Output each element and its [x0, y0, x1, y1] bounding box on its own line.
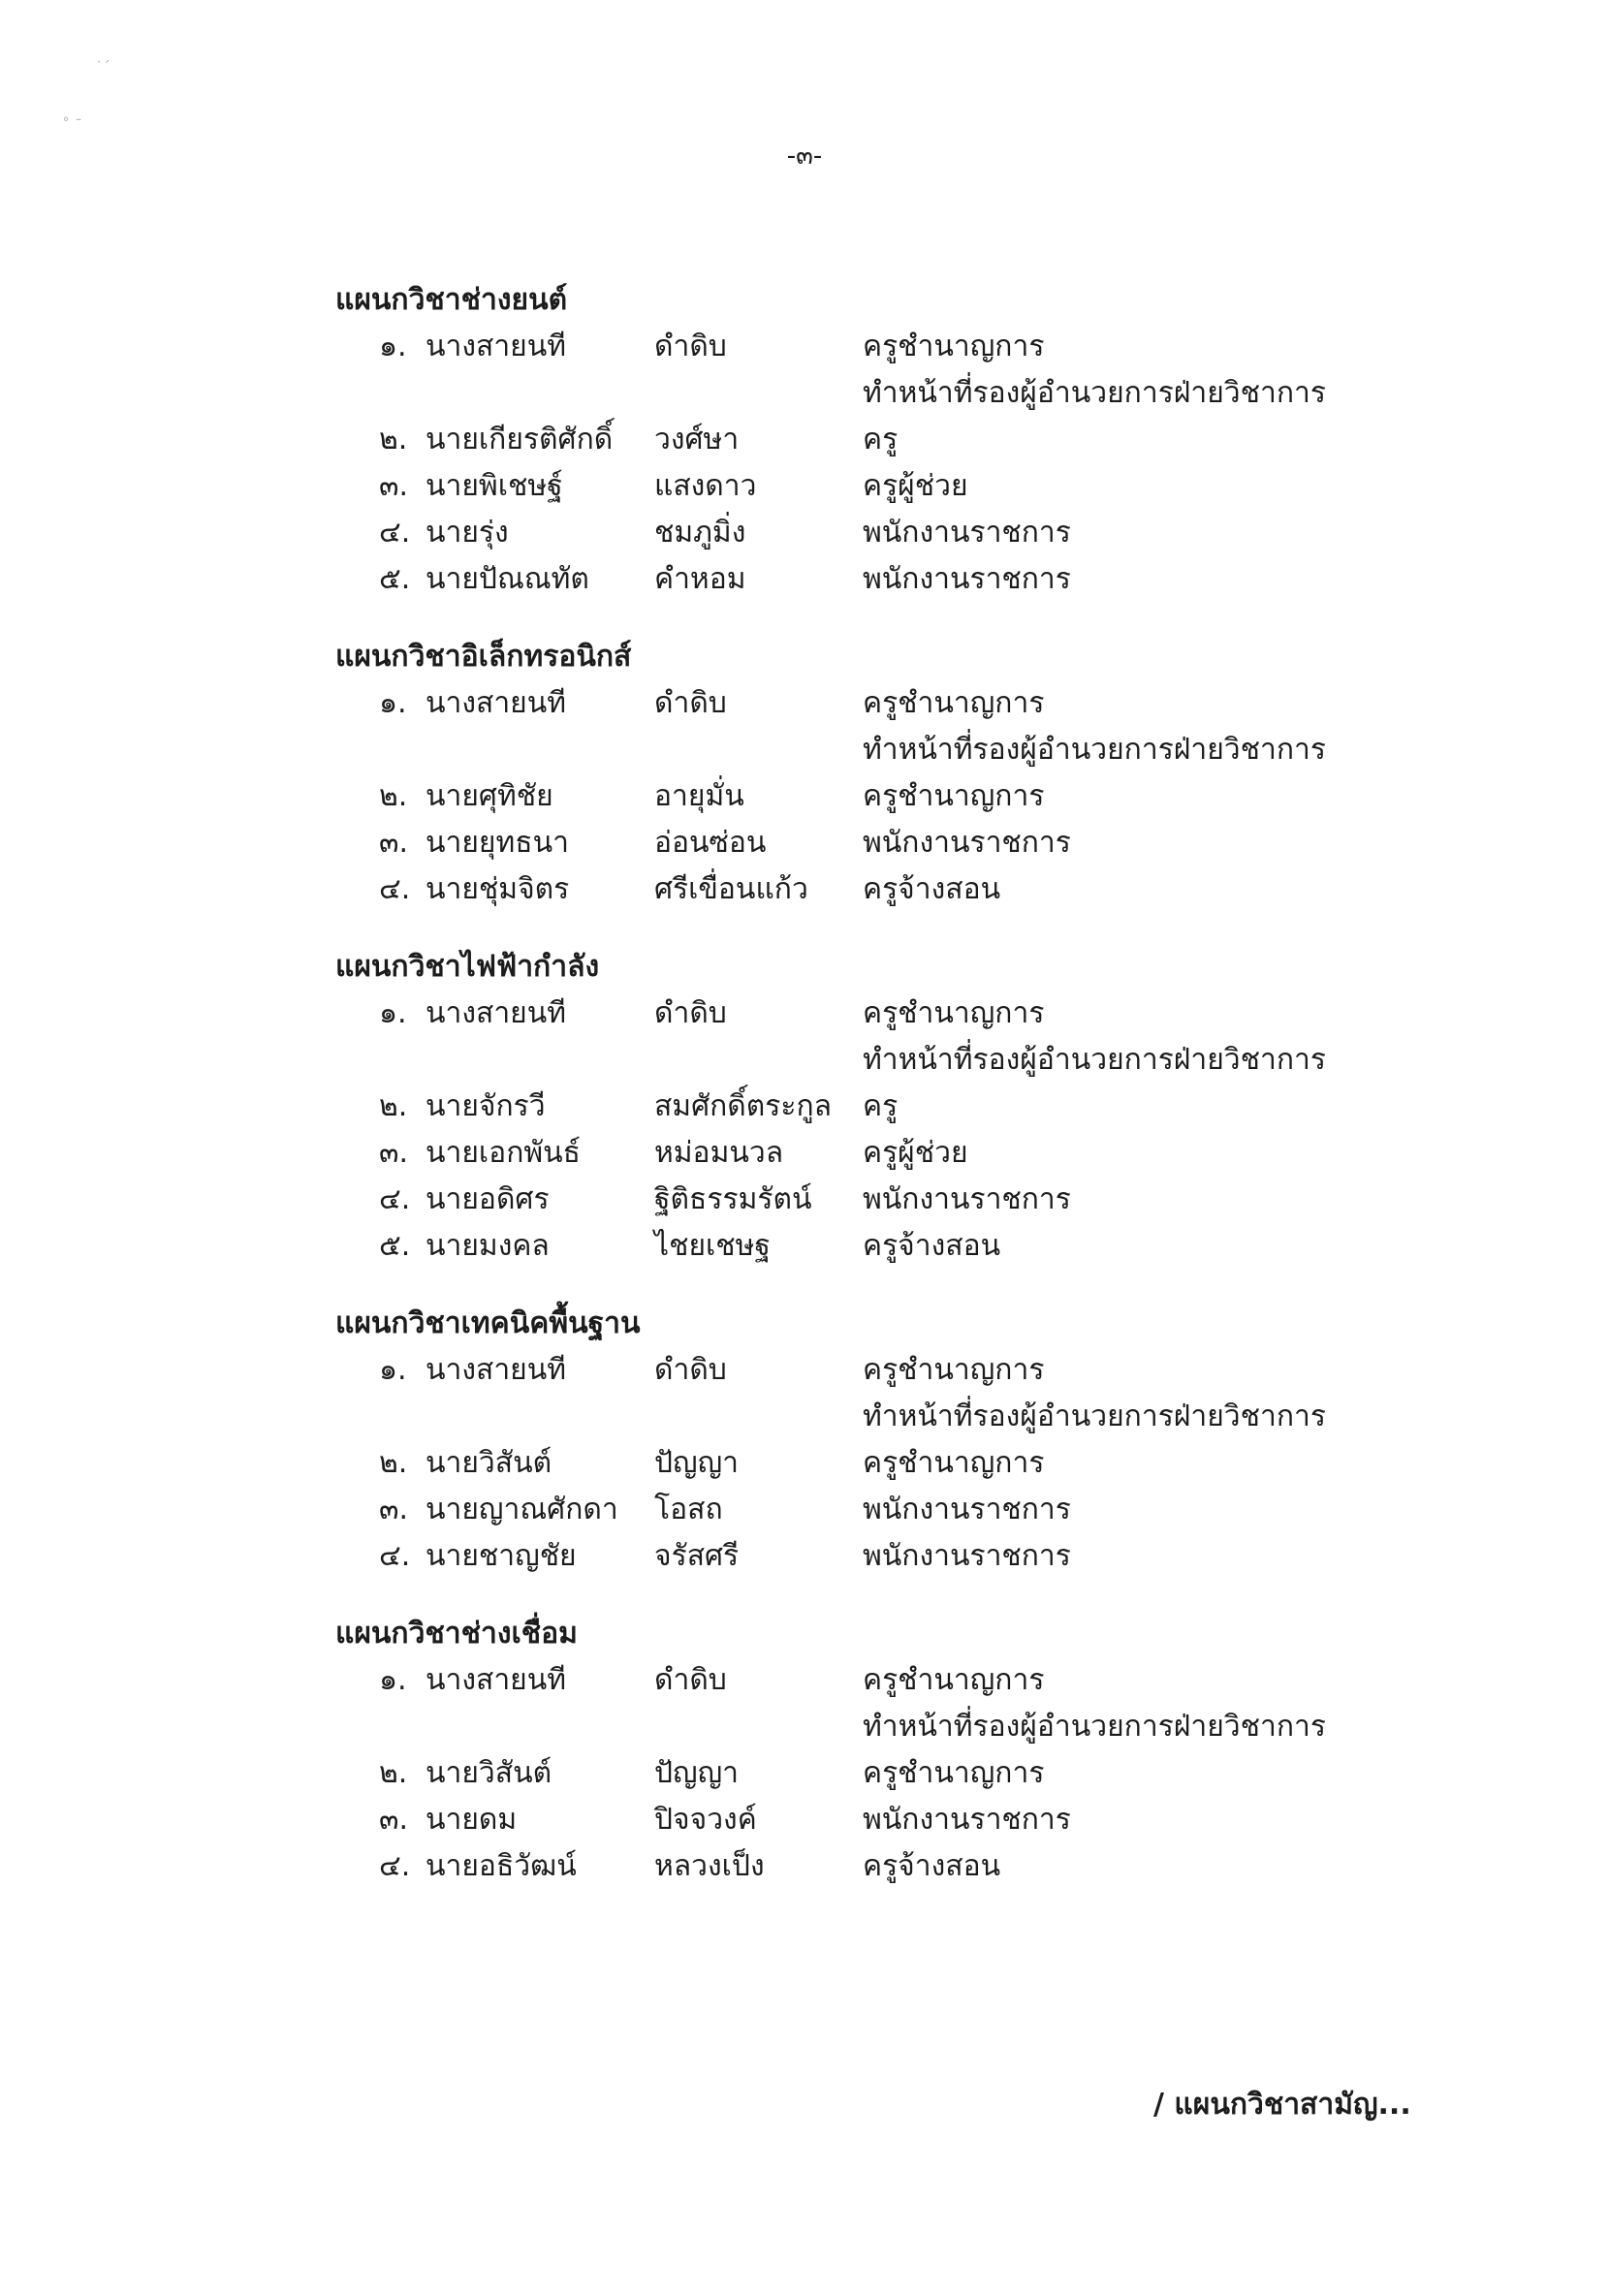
position-duty: ทำหน้าที่รองผู้อำนวยการฝ่ายวิชาการ	[863, 376, 1326, 410]
continuation-note: / แผนกวิชาสามัญ...	[1153, 2088, 1411, 2122]
row-number: ๕.	[379, 562, 411, 596]
staff-last-name: หลวงเป็ง	[654, 1849, 765, 1883]
scan-speck: ˚ ˉ	[62, 116, 83, 135]
staff-position	[863, 866, 1444, 913]
row-number: ๔.	[379, 1539, 411, 1573]
row-number: ๒.	[379, 1089, 408, 1123]
staff-first-name: นายชุ่มจิตร	[426, 872, 570, 906]
position-title: ครู	[863, 1089, 899, 1123]
staff-last-name: หม่อมนวล	[654, 1136, 784, 1170]
staff-last-name: แสงดาว	[654, 469, 757, 503]
department-title: แผนกวิชาช่างยนต์	[335, 283, 568, 317]
department-section	[335, 638, 1499, 913]
staff-row	[335, 510, 1499, 556]
staff-position	[863, 556, 1444, 603]
staff-row	[335, 866, 1499, 913]
staff-last-name: ดำดิบ	[654, 1663, 727, 1697]
row-number: ๓.	[379, 1493, 409, 1526]
position-title: พนักงานราชการ	[863, 1493, 1071, 1526]
staff-position	[863, 510, 1444, 556]
staff-last-name: ปัญญา	[654, 1446, 740, 1480]
row-number: ๒.	[379, 779, 408, 813]
row-number: ๔.	[379, 516, 411, 550]
row-number: ๑.	[379, 1663, 407, 1697]
row-number: ๒.	[379, 1756, 408, 1790]
staff-row	[335, 417, 1499, 463]
staff-position	[863, 1440, 1444, 1487]
staff-row	[335, 556, 1499, 603]
staff-last-name: ชมภูมิ่ง	[654, 516, 746, 550]
position-title: ครูจ้างสอน	[863, 1849, 1001, 1883]
row-number: ๓.	[379, 469, 409, 503]
staff-list	[335, 281, 1499, 1925]
row-number: ๔.	[379, 872, 411, 906]
position-duty: ทำหน้าที่รองผู้อำนวยการฝ่ายวิชาการ	[863, 733, 1326, 767]
staff-row	[335, 1797, 1499, 1843]
staff-first-name: นายวิสันต์	[426, 1446, 552, 1480]
staff-first-name: นายวิสันต์	[426, 1756, 552, 1790]
staff-row	[335, 1487, 1499, 1533]
staff-first-name: นายเอกพันธ์	[426, 1136, 581, 1170]
staff-position	[863, 463, 1444, 510]
staff-row	[335, 1440, 1499, 1487]
staff-last-name: อ่อนซ่อน	[654, 826, 767, 860]
staff-first-name: นายรุ่ง	[426, 516, 509, 550]
department-section	[335, 948, 1499, 1270]
staff-last-name: วงศ์ษา	[654, 423, 740, 456]
position-title: พนักงานราชการ	[863, 562, 1071, 596]
department-section	[335, 1615, 1499, 1890]
row-number: ๔.	[379, 1182, 411, 1216]
position-title: ครูชำนาญการ	[863, 779, 1045, 813]
staff-last-name: ปิจจวงค์	[654, 1803, 757, 1837]
position-title: ครูจ้างสอน	[863, 1229, 1001, 1263]
row-number: ๓.	[379, 826, 409, 860]
position-title: ครูชำนาญการ	[863, 686, 1045, 720]
position-duty: ทำหน้าที่รองผู้อำนวยการฝ่ายวิชาการ	[863, 1400, 1326, 1433]
staff-first-name: นายดม	[426, 1803, 518, 1837]
staff-first-name: นางสายนที	[426, 1663, 567, 1697]
position-title: ครูชำนาญการ	[863, 1353, 1045, 1387]
staff-row	[335, 1533, 1499, 1580]
staff-first-name: นายศุทิชัย	[426, 779, 553, 813]
staff-last-name: ดำดิบ	[654, 1353, 727, 1387]
staff-row	[335, 1347, 1499, 1440]
department-title: แผนกวิชาอิเล็กทรอนิกส์	[335, 640, 632, 674]
department-section	[335, 1305, 1499, 1580]
staff-row	[335, 1130, 1499, 1177]
staff-position	[863, 680, 1444, 773]
row-number: ๕.	[379, 1229, 411, 1263]
staff-row	[335, 1223, 1499, 1270]
position-title: พนักงานราชการ	[863, 516, 1071, 550]
staff-last-name: ไชยเชษฐ	[654, 1229, 771, 1263]
staff-first-name: นายพิเชษฐ์	[426, 469, 563, 503]
staff-last-name: ดำดิบ	[654, 996, 727, 1030]
position-title: พนักงานราชการ	[863, 826, 1071, 860]
staff-position	[863, 1223, 1444, 1270]
row-number: ๔.	[379, 1849, 411, 1883]
staff-last-name: อายุมั่น	[654, 779, 744, 813]
staff-position	[863, 773, 1444, 820]
staff-position	[863, 417, 1444, 463]
staff-first-name: นายมงคล	[426, 1229, 550, 1263]
position-title: พนักงานราชการ	[863, 1803, 1071, 1837]
staff-position	[863, 1130, 1444, 1177]
row-number: ๑.	[379, 996, 407, 1030]
position-duty: ทำหน้าที่รองผู้อำนวยการฝ่ายวิชาการ	[863, 1710, 1326, 1744]
position-duty: ทำหน้าที่รองผู้อำนวยการฝ่ายวิชาการ	[863, 1043, 1326, 1077]
staff-first-name: นางสายนที	[426, 686, 567, 720]
position-title: ครูผู้ช่วย	[863, 1136, 968, 1170]
staff-row	[335, 820, 1499, 866]
staff-first-name: นางสายนที	[426, 330, 567, 363]
staff-first-name: นางสายนที	[426, 996, 567, 1030]
staff-first-name: นายอดิศร	[426, 1182, 550, 1216]
position-title: ครูชำนาญการ	[863, 1446, 1045, 1480]
staff-row	[335, 324, 1499, 417]
staff-last-name: ปัญญา	[654, 1756, 740, 1790]
department-title: แผนกวิชาเทคนิคพื้นฐาน	[335, 1306, 641, 1340]
staff-first-name: นายปัณณทัต	[426, 562, 589, 596]
staff-row	[335, 991, 1499, 1084]
staff-position	[863, 1657, 1444, 1750]
row-number: ๑.	[379, 330, 407, 363]
staff-first-name: นายญาณศักดา	[426, 1493, 618, 1526]
scan-speck: ˙´	[95, 58, 110, 77]
staff-position	[863, 1177, 1444, 1223]
position-title: ครูชำนาญการ	[863, 1756, 1045, 1790]
staff-last-name: ดำดิบ	[654, 330, 727, 363]
department-title: แผนกวิชาไฟฟ้ากำลัง	[335, 950, 600, 984]
staff-row	[335, 773, 1499, 820]
staff-first-name: นายจักรวี	[426, 1089, 546, 1123]
staff-position	[863, 1750, 1444, 1797]
staff-first-name: นางสายนที	[426, 1353, 567, 1387]
staff-row	[335, 463, 1499, 510]
row-number: ๒.	[379, 1446, 408, 1480]
staff-last-name: ศรีเขื่อนแก้ว	[654, 872, 808, 906]
row-number: ๑.	[379, 1353, 407, 1387]
staff-position	[863, 1084, 1444, 1130]
staff-position	[863, 1797, 1444, 1843]
department-title: แผนกวิชาช่างเชื่อม	[335, 1617, 578, 1651]
staff-position	[863, 1533, 1444, 1580]
staff-row	[335, 1657, 1499, 1750]
staff-row	[335, 1843, 1499, 1890]
staff-last-name: คำหอม	[654, 562, 746, 596]
staff-position	[863, 324, 1444, 417]
position-title: พนักงานราชการ	[863, 1182, 1071, 1216]
staff-first-name: นายยุทธนา	[426, 826, 569, 860]
position-title: ครูจ้างสอน	[863, 872, 1001, 906]
staff-position	[863, 820, 1444, 866]
staff-position	[863, 1843, 1444, 1890]
staff-row	[335, 1177, 1499, 1223]
position-title: ครูชำนาญการ	[863, 330, 1045, 363]
staff-last-name: ดำดิบ	[654, 686, 727, 720]
staff-first-name: นายชาญชัย	[426, 1539, 577, 1573]
position-title: ครูชำนาญการ	[863, 996, 1045, 1030]
staff-last-name: จรัสศรี	[654, 1539, 740, 1573]
department-section	[335, 281, 1499, 603]
position-title: ครูผู้ช่วย	[863, 469, 968, 503]
staff-row	[335, 1084, 1499, 1130]
staff-position	[863, 1487, 1444, 1533]
row-number: ๒.	[379, 423, 408, 456]
staff-first-name: นายอธิวัฒน์	[426, 1849, 577, 1883]
staff-row	[335, 1750, 1499, 1797]
row-number: ๓.	[379, 1136, 409, 1170]
position-title: ครูชำนาญการ	[863, 1663, 1045, 1697]
staff-last-name: สมศักดิ์ตระกูล	[654, 1089, 833, 1123]
staff-first-name: นายเกียรติศักดิ์	[426, 423, 614, 456]
row-number: ๑.	[379, 686, 407, 720]
row-number: ๓.	[379, 1803, 409, 1837]
position-title: ครู	[863, 423, 899, 456]
staff-position	[863, 991, 1444, 1084]
staff-last-name: ฐิติธรรมรัตน์	[654, 1182, 812, 1216]
position-title: พนักงานราชการ	[863, 1539, 1071, 1573]
staff-last-name: โอสถ	[654, 1493, 723, 1526]
page-number: -๓-	[786, 142, 823, 171]
staff-row	[335, 680, 1499, 773]
staff-position	[863, 1347, 1444, 1440]
